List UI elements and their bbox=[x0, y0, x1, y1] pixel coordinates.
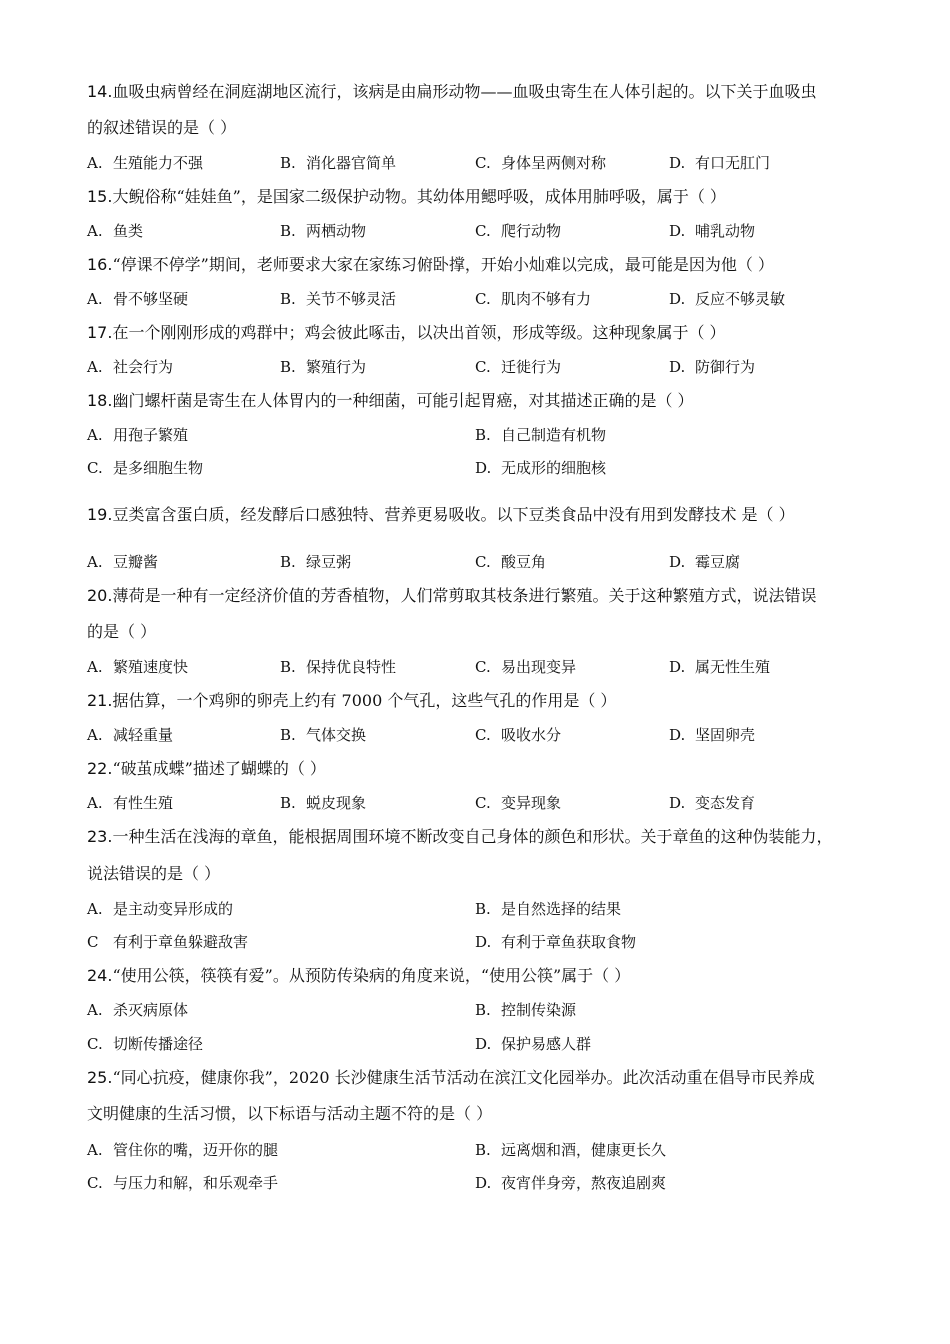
option-d: D. 霉豆腐 bbox=[669, 553, 741, 571]
option-c: C. 酸豆角 bbox=[475, 553, 547, 571]
option-a: A. 是主动变异形成的 bbox=[87, 900, 234, 918]
option-b: B. 是自然选择的结果 bbox=[475, 900, 622, 918]
option-b: B. 气体交换 bbox=[280, 726, 367, 744]
option-a: A. 豆瓣酱 bbox=[87, 553, 159, 571]
option-d: D. 夜宵伴身旁，熬夜追剧爽 bbox=[475, 1174, 667, 1192]
question-number: 16. bbox=[87, 255, 113, 274]
option-c: C. 变异现象 bbox=[475, 794, 562, 812]
options-25-row2 bbox=[87, 1173, 877, 1193]
option-d: D. 坚固卵壳 bbox=[669, 726, 756, 744]
option-a: A. 用孢子繁殖 bbox=[87, 426, 189, 444]
question-21 bbox=[87, 691, 877, 711]
option-d: D. 有口无肛门 bbox=[669, 154, 771, 172]
option-d: D. 保护易感人群 bbox=[475, 1035, 592, 1053]
question-number: 20. bbox=[87, 586, 113, 605]
question-19 bbox=[87, 505, 877, 525]
option-a: A. 减轻重量 bbox=[87, 726, 174, 744]
question-number: 17. bbox=[87, 323, 113, 342]
option-d: D. 哺乳动物 bbox=[669, 222, 756, 240]
question-number: 18. bbox=[87, 391, 113, 410]
option-d: D. 有利于章鱼获取食物 bbox=[475, 933, 637, 951]
question-14 bbox=[87, 82, 877, 102]
question-20 bbox=[87, 586, 877, 606]
question-23-cont: 说法错误的是（ ） bbox=[87, 864, 221, 883]
question-number: 22. bbox=[87, 759, 113, 778]
option-b: B. 绿豆粥 bbox=[280, 553, 352, 571]
option-c: C. 与压力和解，和乐观牵手 bbox=[87, 1174, 279, 1192]
option-c: C. 爬行动物 bbox=[475, 222, 562, 240]
question-17 bbox=[87, 323, 877, 343]
option-b: B. 蜕皮现象 bbox=[280, 794, 367, 812]
option-b: B. 保持优良特性 bbox=[280, 658, 397, 676]
options-19 bbox=[87, 552, 877, 572]
question-text: 据估算，一个鸡卵的卵壳上约有 7000 个气孔，这些气孔的作用是（ ） bbox=[112, 691, 617, 710]
options-21 bbox=[87, 725, 877, 745]
options-23-row2 bbox=[87, 932, 877, 952]
options-20 bbox=[87, 657, 877, 677]
option-c: C. 吸收水分 bbox=[475, 726, 562, 744]
question-16 bbox=[87, 255, 877, 275]
option-a: A. 杀灭病原体 bbox=[87, 1001, 189, 1019]
question-25 bbox=[87, 1068, 877, 1088]
question-text: “停课不停学”期间，老师要求大家在家练习俯卧撑，开始小灿难以完成，最可能是因为他（ ） bbox=[112, 255, 774, 274]
question-number: 24. bbox=[87, 966, 113, 985]
option-c: C. 是多细胞生物 bbox=[87, 459, 204, 477]
question-22 bbox=[87, 759, 877, 779]
question-text: 薄荷是一种有一定经济价值的芳香植物，人们常剪取其枝条进行繁殖。关于这种繁殖方式，说法错误 bbox=[112, 586, 817, 605]
option-d: D. 反应不够灵敏 bbox=[669, 290, 786, 308]
question-text: “同心抗疫，健康你我”，2020 长沙健康生活节活动在滨江文化园举办。此次活动重在倡导市民养成 bbox=[112, 1068, 815, 1087]
option-d: D. 防御行为 bbox=[669, 358, 756, 376]
option-a: A. 社会行为 bbox=[87, 358, 174, 376]
option-a: A. 管住你的嘴，迈开你的腿 bbox=[87, 1141, 279, 1159]
option-b: B. 消化器官简单 bbox=[280, 154, 397, 172]
question-text: 豆类富含蛋白质，经发酵后口感独特、营养更易吸收。以下豆类食品中没有用到发酵技术 是（ ） bbox=[112, 505, 795, 524]
option-b: B. 自己制造有机物 bbox=[475, 426, 607, 444]
options-23-row1 bbox=[87, 899, 877, 919]
question-text: 幽门螺杆菌是寄生在人体胃内的一种细菌，可能引起胃癌，对其描述正确的是（ ） bbox=[112, 391, 694, 410]
options-16 bbox=[87, 289, 877, 309]
question-14-cont: 的叙述错误的是（ ） bbox=[87, 118, 237, 137]
question-15 bbox=[87, 187, 877, 207]
option-a: A. 繁殖速度快 bbox=[87, 658, 189, 676]
options-14 bbox=[87, 153, 877, 173]
question-number: 19. bbox=[87, 505, 113, 524]
options-24-row1 bbox=[87, 1000, 877, 1020]
option-c: C. 肌肉不够有力 bbox=[475, 290, 592, 308]
question-text: 在一个刚刚形成的鸡群中；鸡会彼此啄击，以决出首领，形成等级。这种现象属于（ ） bbox=[112, 323, 726, 342]
options-24-row2 bbox=[87, 1034, 877, 1054]
question-number: 21. bbox=[87, 691, 113, 710]
option-b: B. 两栖动物 bbox=[280, 222, 367, 240]
options-22 bbox=[87, 793, 877, 813]
option-b: B. 控制传染源 bbox=[475, 1001, 577, 1019]
option-c: C. 切断传播途径 bbox=[87, 1035, 204, 1053]
question-text: 血吸虫病曾经在洞庭湖地区流行，该病是由扁形动物——血吸虫寄生在人体引起的。以下关于血吸虫 bbox=[112, 82, 817, 101]
question-number: 25. bbox=[87, 1068, 113, 1087]
option-c: C. 易出现变异 bbox=[475, 658, 577, 676]
option-c: C. 身体呈两侧对称 bbox=[475, 154, 607, 172]
options-18-row2 bbox=[87, 458, 877, 478]
option-b: B. 关节不够灵活 bbox=[280, 290, 397, 308]
option-c: C. 迁徙行为 bbox=[475, 358, 562, 376]
options-25-row1 bbox=[87, 1140, 877, 1160]
options-17 bbox=[87, 357, 877, 377]
options-15 bbox=[87, 221, 877, 241]
option-a: A. 鱼类 bbox=[87, 222, 144, 240]
option-b: B. 远离烟和酒，健康更长久 bbox=[475, 1141, 667, 1159]
option-c: C 有利于章鱼躲避敌害 bbox=[87, 933, 249, 951]
question-number: 15. bbox=[87, 187, 113, 206]
question-text: “破茧成蝶”描述了蝴蝶的（ ） bbox=[112, 759, 326, 778]
question-20-cont: 的是（ ） bbox=[87, 622, 157, 641]
question-number: 14. bbox=[87, 82, 113, 101]
question-text: 大鲵俗称“娃娃鱼”，是国家二级保护动物。其幼体用鳃呼吸，成体用肺呼吸，属于（ ） bbox=[112, 187, 726, 206]
question-24 bbox=[87, 966, 877, 986]
question-23 bbox=[87, 827, 877, 847]
question-18 bbox=[87, 391, 877, 411]
question-text: “使用公筷，筷筷有爱”。从预防传染病的角度来说，“使用公筷”属于（ ） bbox=[112, 966, 631, 985]
question-25-cont: 文明健康的生活习惯，以下标语与活动主题不符的是（ ） bbox=[87, 1104, 493, 1123]
option-d: D. 变态发育 bbox=[669, 794, 756, 812]
option-d: D. 属无性生殖 bbox=[669, 658, 771, 676]
question-text: 一种生活在浅海的章鱼，能根据周围环境不断改变自己身体的颜色和形状。关于章鱼的这种伪装能力， bbox=[112, 827, 833, 846]
option-a: A. 骨不够坚硬 bbox=[87, 290, 189, 308]
option-d: D. 无成形的细胞核 bbox=[475, 459, 607, 477]
option-b: B. 繁殖行为 bbox=[280, 358, 367, 376]
question-number: 23. bbox=[87, 827, 113, 846]
options-18-row1 bbox=[87, 425, 877, 445]
option-a: A. 有性生殖 bbox=[87, 794, 174, 812]
option-a: A. 生殖能力不强 bbox=[87, 154, 204, 172]
